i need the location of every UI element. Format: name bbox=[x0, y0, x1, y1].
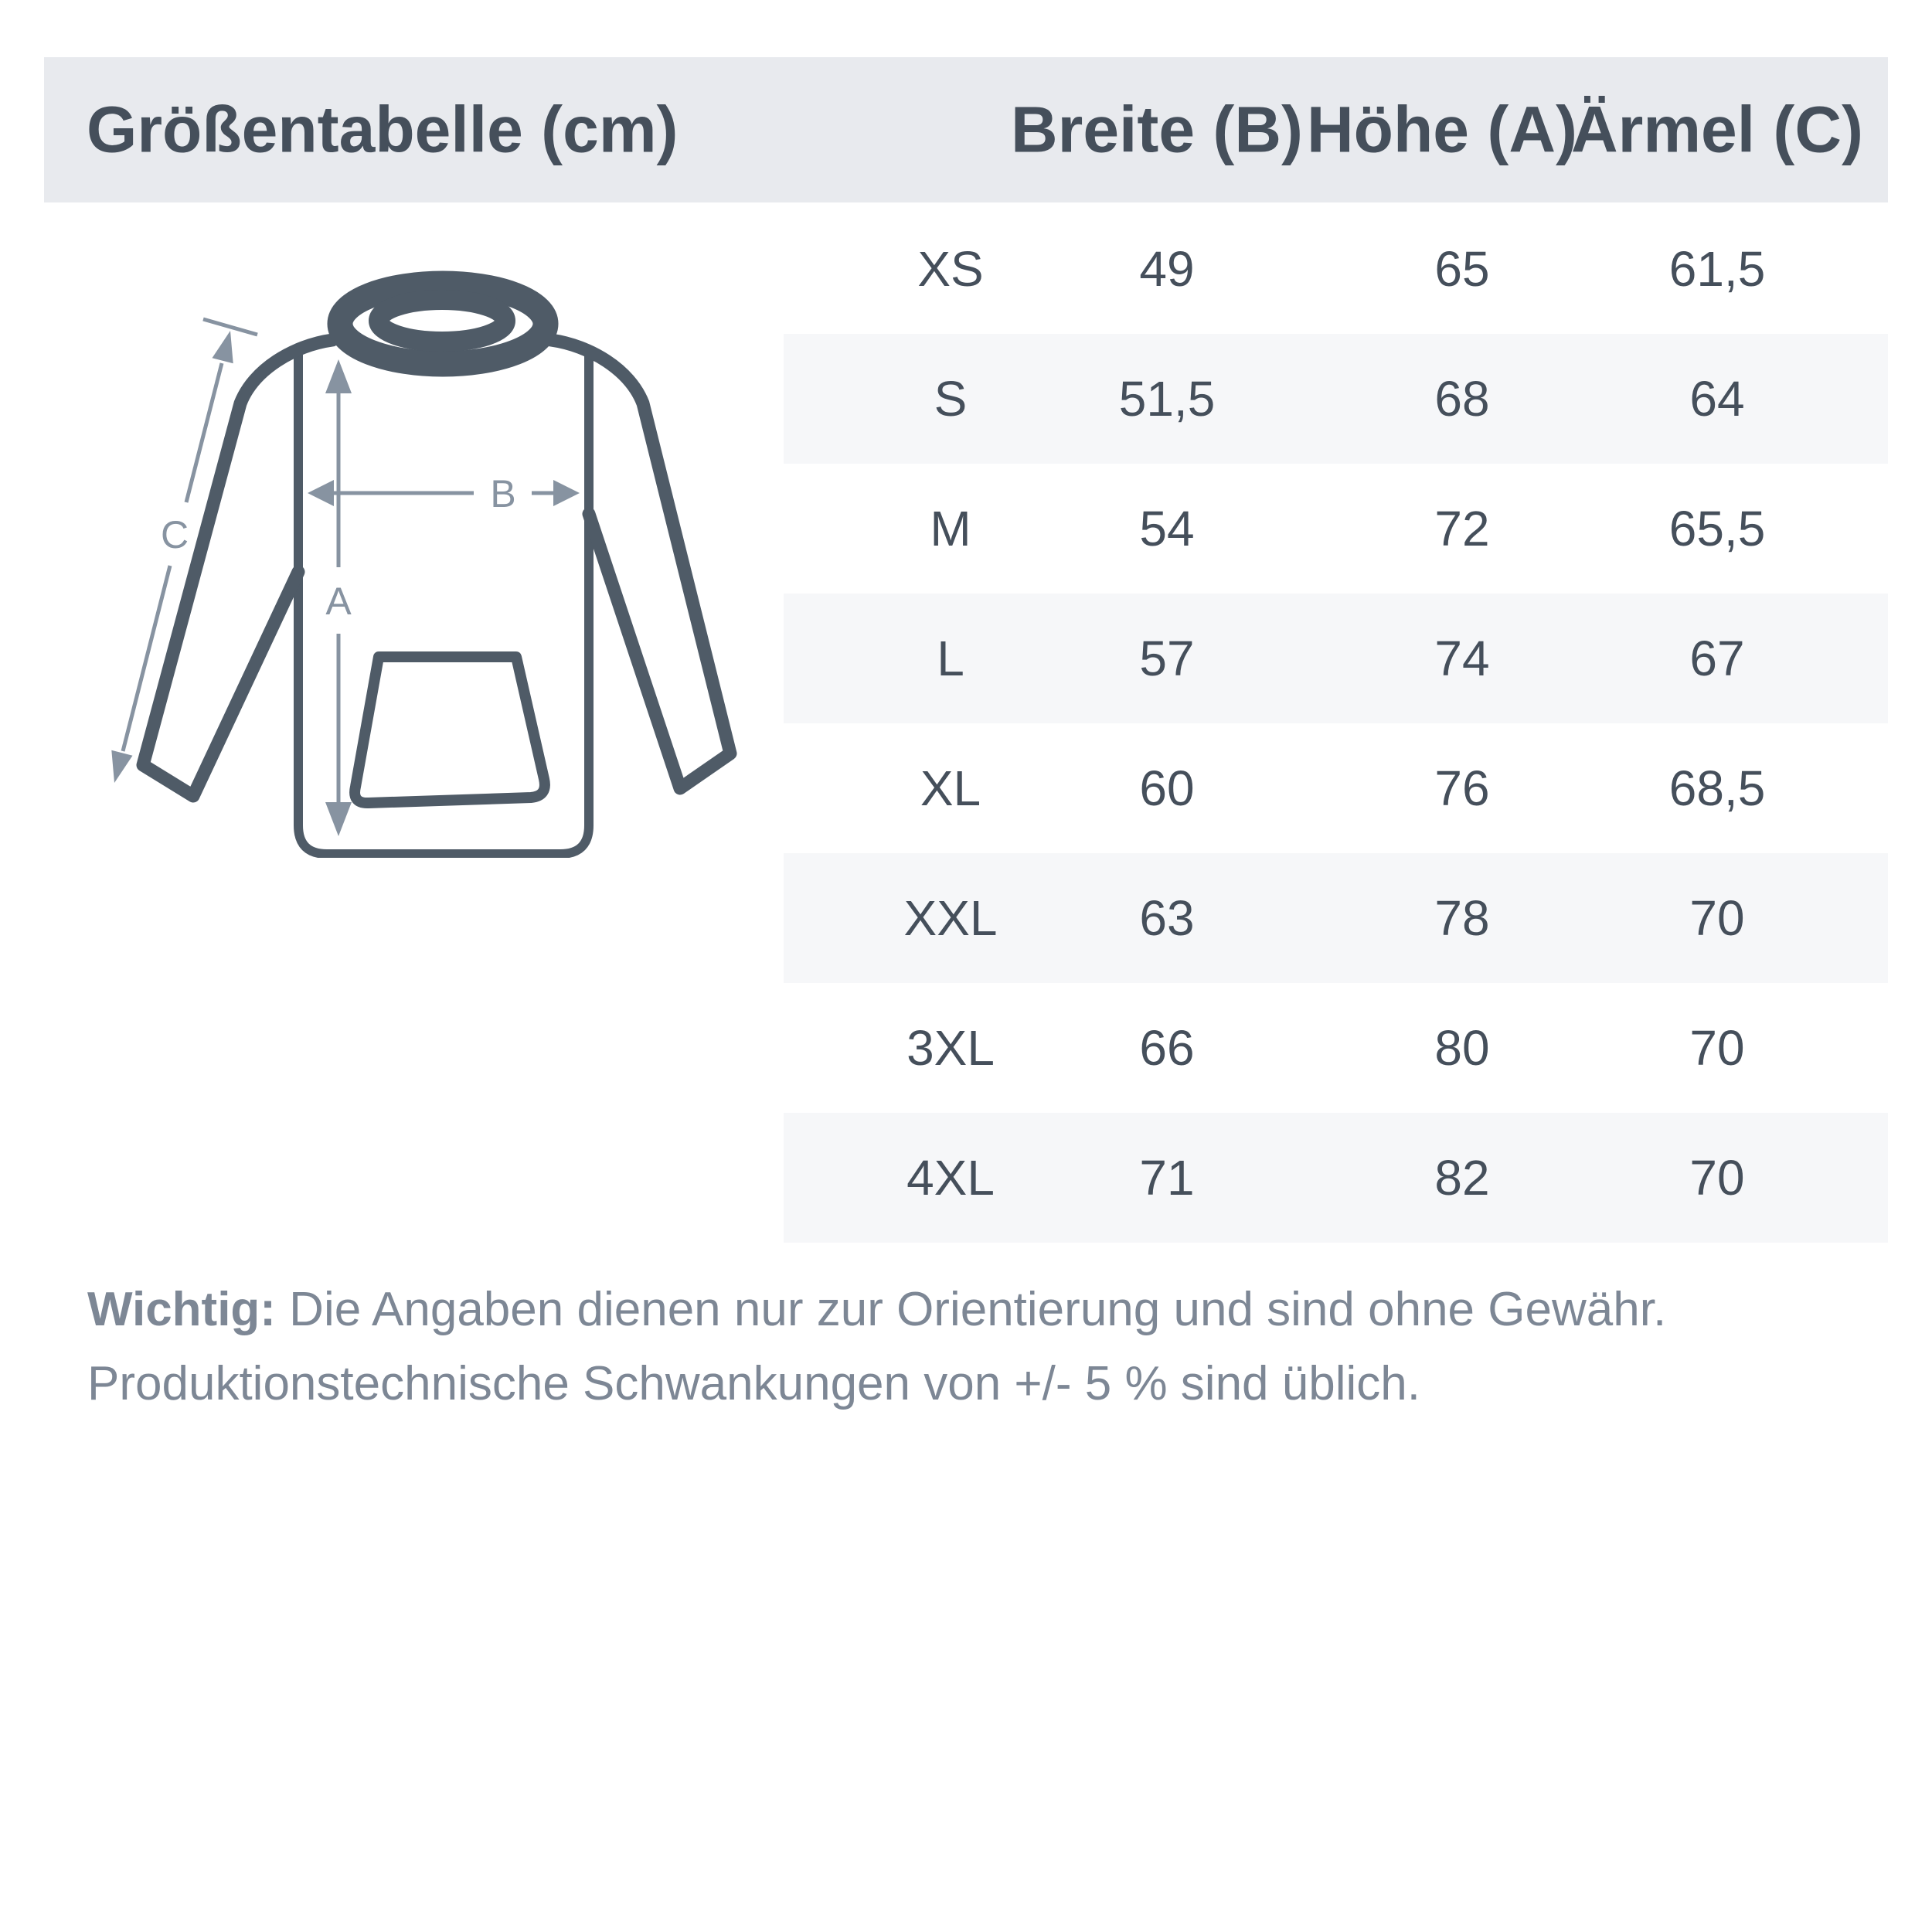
disclaimer-line-1-text: Die Angaben dienen nur zur Orientierung und sind ohne Gewähr. bbox=[275, 1283, 1667, 1336]
size-label: M bbox=[930, 501, 971, 556]
dim-label-b: B bbox=[490, 472, 516, 515]
size-label: S bbox=[934, 371, 968, 427]
table-row bbox=[784, 204, 1888, 334]
breite-value: 51,5 bbox=[1118, 371, 1216, 427]
aermel-value: 61,5 bbox=[1668, 241, 1766, 297]
aermel-value: 67 bbox=[1689, 631, 1745, 686]
arrowhead-right-icon bbox=[553, 480, 580, 506]
size-label: XS bbox=[917, 241, 984, 297]
hoehe-value: 78 bbox=[1434, 890, 1490, 946]
arrowhead-down-icon bbox=[325, 802, 352, 836]
size-label: 3XL bbox=[906, 1020, 995, 1076]
dim-arrow-a bbox=[325, 359, 352, 836]
hoehe-value: 68 bbox=[1434, 371, 1490, 427]
aermel-value: 70 bbox=[1689, 1150, 1745, 1206]
breite-value: 66 bbox=[1139, 1020, 1195, 1076]
table-row bbox=[784, 853, 1888, 983]
hoehe-value: 74 bbox=[1434, 631, 1490, 686]
disclaimer-note bbox=[87, 1273, 1857, 1421]
hoehe-value: 80 bbox=[1434, 1020, 1490, 1076]
size-label: 4XL bbox=[906, 1150, 995, 1206]
hoehe-value: 65 bbox=[1434, 241, 1490, 297]
right-sleeve-outline bbox=[551, 340, 730, 788]
hoodie-measurement-diagram bbox=[62, 201, 757, 858]
table-row bbox=[784, 334, 1888, 464]
table-row bbox=[784, 983, 1888, 1113]
dim-label-c: C bbox=[160, 513, 189, 556]
aermel-value: 70 bbox=[1689, 890, 1745, 946]
table-row bbox=[784, 723, 1888, 853]
size-label: L bbox=[937, 631, 964, 686]
column-header-aermel: Ärmel (C) bbox=[1570, 93, 1864, 166]
breite-value: 49 bbox=[1139, 241, 1195, 297]
aermel-value: 64 bbox=[1689, 371, 1745, 427]
table-row bbox=[784, 464, 1888, 594]
aermel-value: 70 bbox=[1689, 1020, 1745, 1076]
disclaimer-line-2: Produktionstechnische Schwankungen von +/- 5 % sind üblich. bbox=[87, 1357, 1420, 1410]
size-chart-header bbox=[44, 57, 1888, 202]
hoehe-value: 76 bbox=[1434, 760, 1490, 816]
page-title: Größentabelle (cm) bbox=[87, 93, 679, 166]
arrowhead-upright-icon bbox=[213, 331, 233, 363]
pocket-outline bbox=[355, 657, 545, 803]
dim-label-a: A bbox=[325, 580, 352, 623]
breite-value: 54 bbox=[1139, 501, 1195, 556]
size-label: XL bbox=[920, 760, 981, 816]
size-table bbox=[784, 204, 1888, 1243]
table-row bbox=[784, 594, 1888, 723]
disclaimer-bold-label: Wichtig: bbox=[87, 1283, 276, 1336]
breite-value: 60 bbox=[1139, 760, 1195, 816]
arrowhead-left-icon bbox=[308, 480, 334, 506]
hoehe-value: 72 bbox=[1434, 501, 1490, 556]
disclaimer-line-1 bbox=[87, 1273, 1857, 1347]
column-header-breite: Breite (B) bbox=[1010, 93, 1304, 166]
aermel-value: 68,5 bbox=[1668, 760, 1766, 816]
breite-value: 57 bbox=[1139, 631, 1195, 686]
arrowhead-downleft-icon bbox=[111, 750, 132, 783]
table-row bbox=[784, 1113, 1888, 1243]
dim-arrow-b bbox=[308, 472, 580, 515]
size-label: XXL bbox=[903, 890, 998, 946]
breite-value: 71 bbox=[1139, 1150, 1195, 1206]
aermel-value: 65,5 bbox=[1668, 501, 1766, 556]
hoehe-value: 82 bbox=[1434, 1150, 1490, 1206]
breite-value: 63 bbox=[1139, 890, 1195, 946]
column-header-hoehe: Höhe (A) bbox=[1307, 93, 1577, 166]
hood-inner-ring bbox=[379, 300, 505, 342]
